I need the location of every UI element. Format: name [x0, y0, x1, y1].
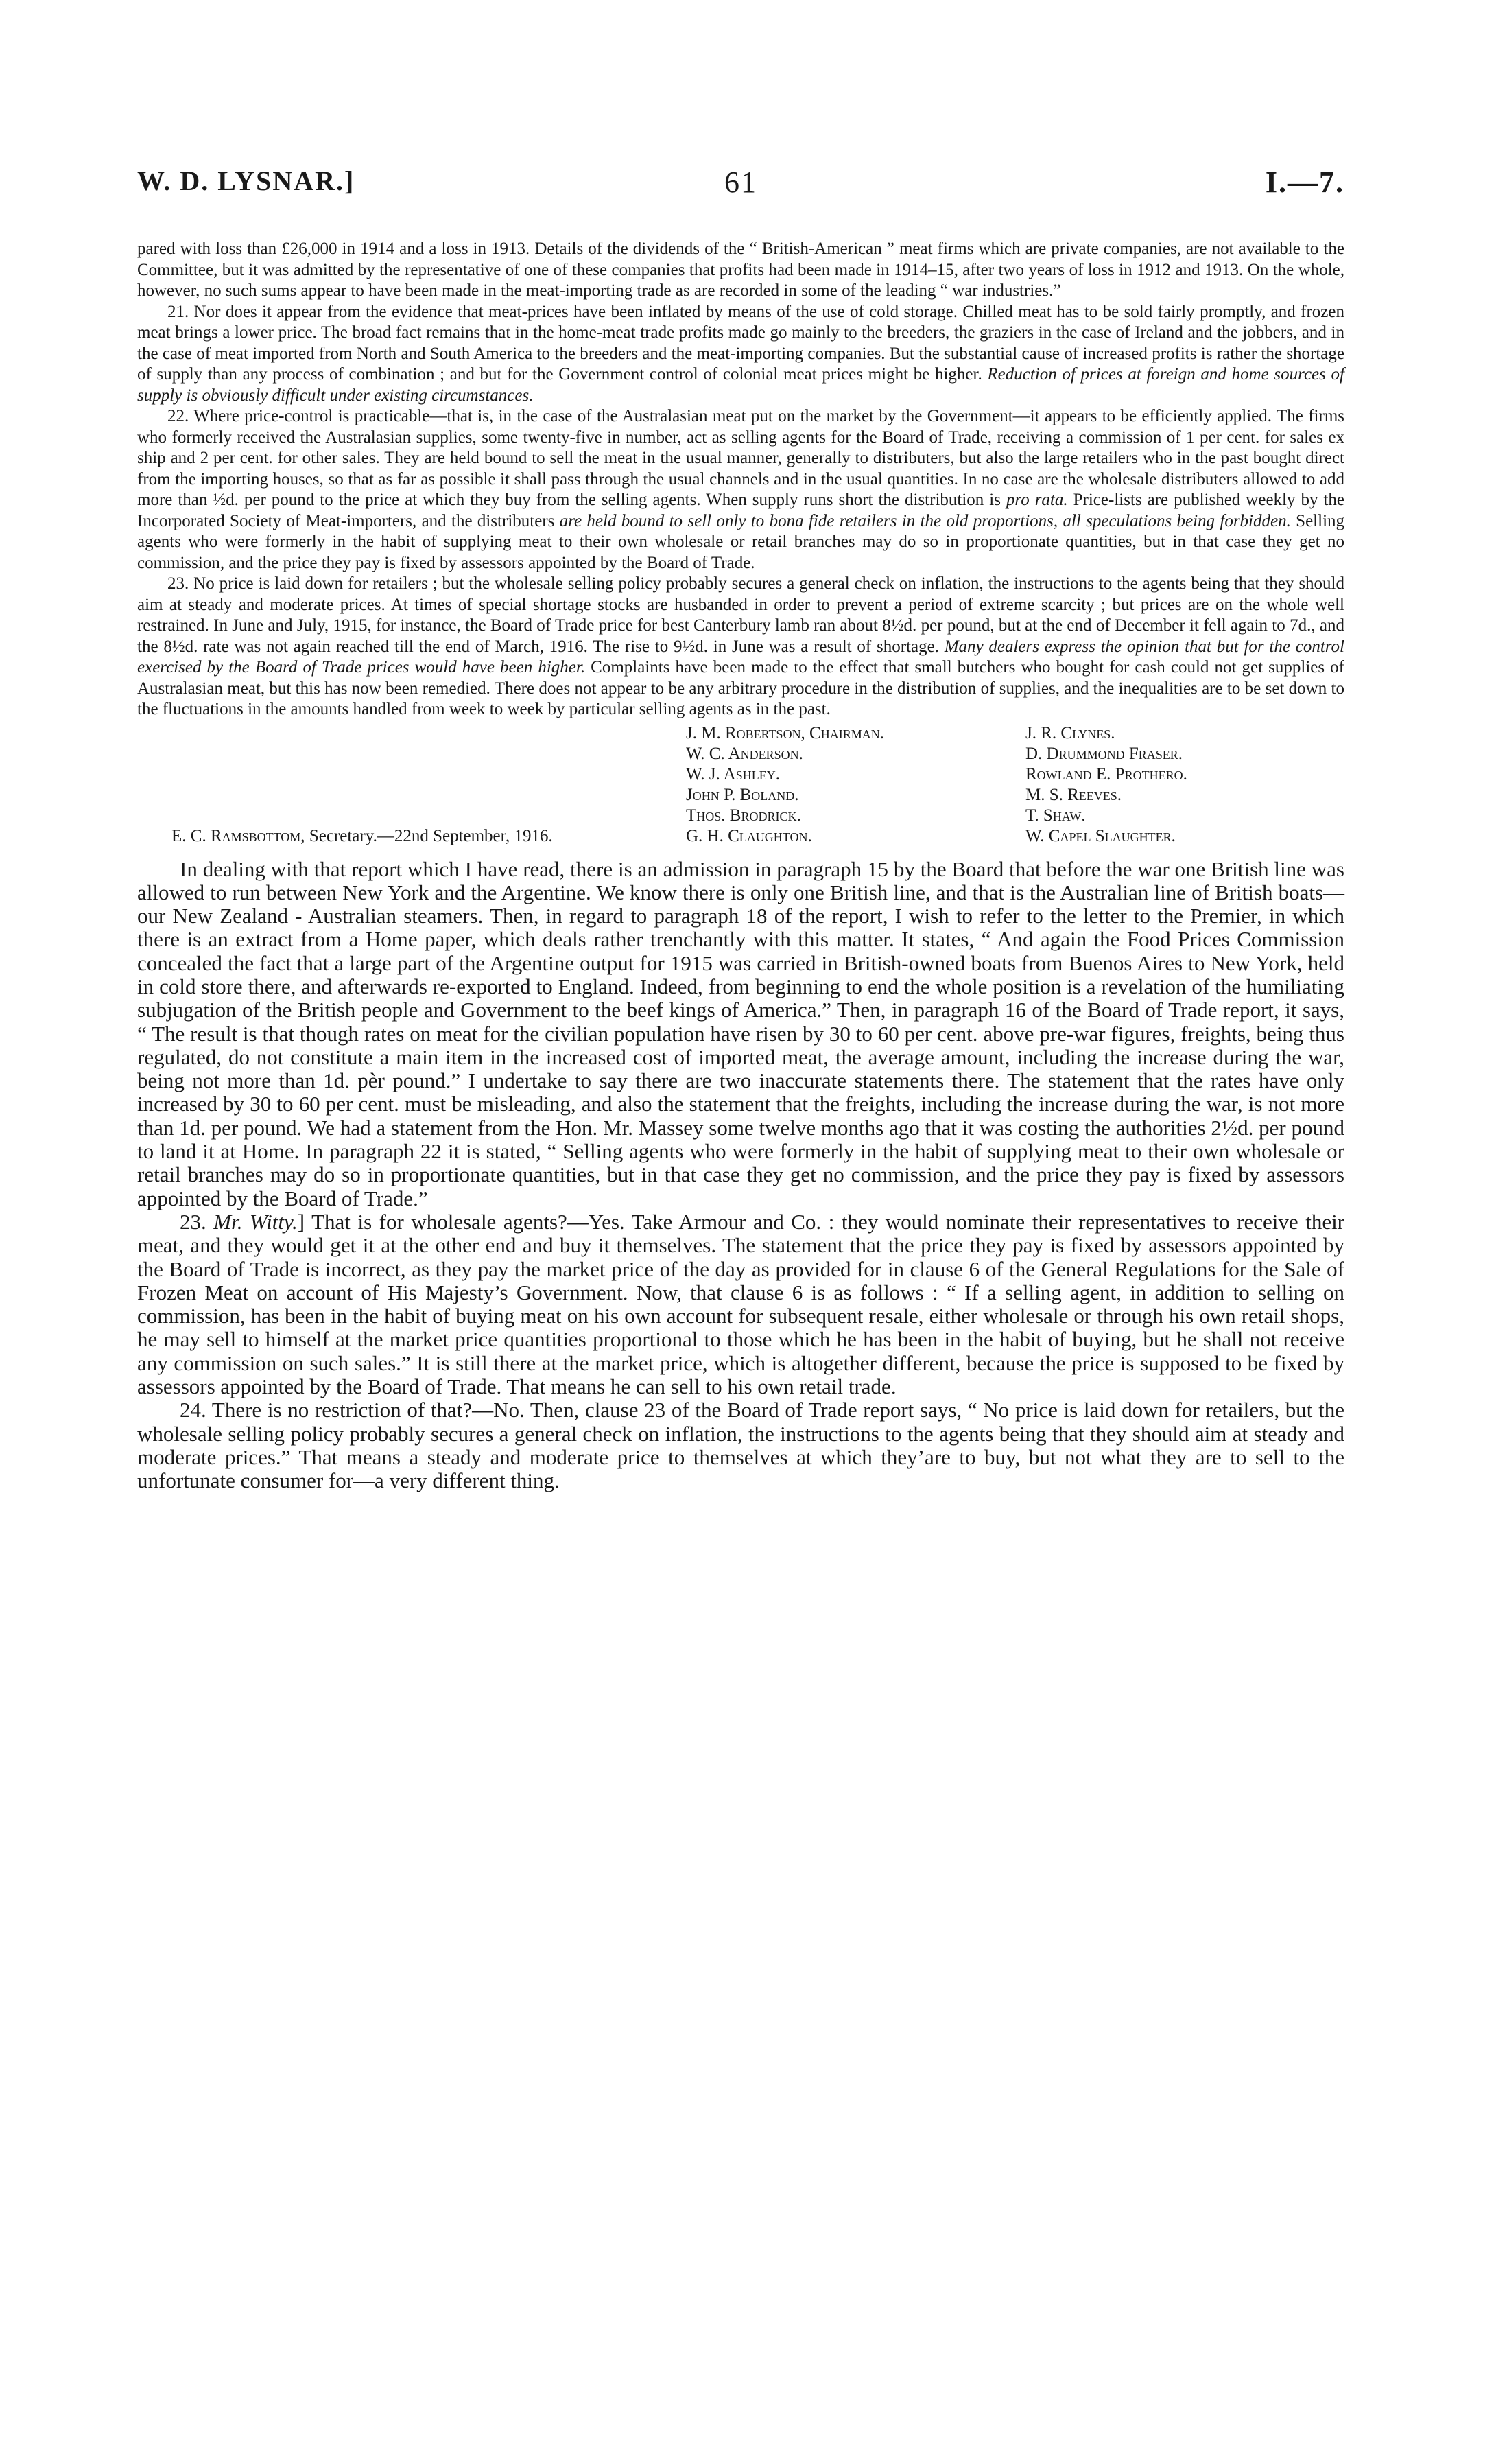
- signature: W. Capel Slaughter.: [1025, 826, 1176, 845]
- signature: W. C. Anderson.: [686, 744, 803, 763]
- signature: Rowland E. Prothero.: [1025, 764, 1187, 784]
- evidence-paragraph-23: 23. Mr. Witty.] That is for wholesale agents?—Yes. Take Armour and Co. : they would nominate their representatives to receive their meat, and they would get it at the other end and buy it themselves. The statement that the price they pay is fixed by assessors appointed by the Board of Trade is incorrect, as they pay the market price of the day as provided for in clause 6 of the General Regulations for the Sale of Frozen Meat on account of His Majesty’s Government. Now, that clause 6 is as follows : “ If a selling agent, in addition to selling on commission, has been in the habit of buying meat on his own account for subsequent resale, either wholesale or through his own retail shops, he may sell to himself at the market price quantities proportional to those which he has been in the habit of buying, but he shall not receive any commission on such sales.” It is still there at the market price, which is altogether different, because the price is supposed to be fixed by assessors appointed by the Board of Trade. That means he can sell to his own retail trade.: [137, 1209, 1345, 1399]
- signature: W. J. Ashley.: [686, 764, 780, 784]
- signature: J. M. Robertson, Chairman.: [686, 723, 884, 742]
- header-reference: I.—7.: [1265, 165, 1344, 199]
- signature: John P. Boland.: [686, 785, 799, 804]
- document-page: [137, 165, 1344, 1493]
- signature: M. S. Reeves.: [1025, 785, 1122, 804]
- signature-block: [137, 723, 1344, 847]
- report-excerpt: [137, 239, 1344, 720]
- header-author: W. D. LYSNAR.]: [137, 165, 355, 196]
- report-paragraph-23: 23. No price is laid down for retailers ; but the wholesale selling policy probably secures a general check on inflation, the instructions to the agents being that they should aim at steady and moderate prices. At times of special shortage stocks are husbanded in order to prevent a period of extreme scarcity ; but prices are on the whole well restrained. In June and July, 1915, for instance, the Board of Trade price for best Canterbury lamb ran about 8½d. per pound, but at the end of December it fell again to 7d., and the 8½d. rate was not again reached till the end of March, 1916. The rise to 9½d. in June was a result of shortage. Many dealers express the opinion that but for the control exercised by the Board of Trade prices would have been higher. Complaints have been made to the effect that small butchers who bought for cash could not get supplies of Australasian meat, but this has now been remedied. There does not appear to be any arbitrary procedure in the distribution of supplies, and the inequalities are to be set down to the fluctuations in the amounts handled from week to week by particular selling agents as in the past.: [137, 574, 1345, 718]
- secretary-line: E. C. Ramsbottom, Secretary.—22nd September, 1916.: [171, 826, 553, 845]
- signature: J. R. Clynes.: [1025, 723, 1115, 742]
- signatures-column-2: [1025, 723, 1341, 847]
- speaker-name: Mr. Witty.: [213, 1209, 298, 1234]
- signature: T. Shaw.: [1025, 806, 1086, 825]
- page-header: [137, 165, 1344, 206]
- evidence-paragraph-24: 24. There is no restriction of that?—No. Then, clause 23 of the Board of Trade report says, “ No price is laid down for retailers, but the wholesale selling policy probably secures a general check on inflation, the instructions to the agents being that they should aim at steady and moderate prices.” That means a steady and moderate price to themselves at which they’are to buy, but not what they are to sell to the unfortunate consumer for—a very different thing.: [137, 1398, 1344, 1493]
- report-paragraph-continued: pared with loss than £26,000 in 1914 and a loss in 1913. Details of the dividends of the “ British-American ” meat firms which are private companies, are not available to the Committee, but it was admitted by the representative of one of these companies that profits had been made in 1914–15, after two years of loss in 1912 and 1913. On the whole, however, no such sums appear to have been made in the meat-importing trade as are recorded in some of the leading “ war industries.”: [137, 239, 1344, 300]
- signature: D. Drummond Fraser.: [1025, 744, 1183, 763]
- evidence-paragraph-1: In dealing with that report which I have read, there is an admission in paragraph 15 by the Board that before the war one British line was allowed to run between New York and the Argentine. We know there is only one British line, and that is the Australian line of British boats—our New Zealand - Australian steamers. Then, in regard to paragraph 18 of the report, I wish to refer to the letter to the Premier, in which there is an extract from a Home paper, which deals rather trenchantly with this matter. It states, “ And again the Food Prices Commission concealed the fact that a large part of the Argentine output for 1915 was carried in British-owned boats from Buenos Aires to New York, held in cold store there, and afterwards re-exported to England. Indeed, from beginning to end the whole position is a revelation of the humiliating subjugation of the British people and Government to the beef kings of America.” Then, in paragraph 16 of the Board of Trade report, it says, “ The result is that though rates on meat for the civilian population have risen by 30 to 60 per cent. above pre-war figures, freights, being thus regulated, do not constitute a main item in the increased cost of imported meat, the average amount, including the increase during the war, being not more than 1d. pèr pound.” I undertake to say there are two inaccurate statements there. The statement that the rates have only increased by 30 to 60 per cent. must be misleading, and also the statement that the freights, including the increase during the war, is not more than 1d. per pound. We had a statement from the Hon. Mr. Massey some twelve months ago that it was costing the authorities 2½d. per pound to land it at Home. In paragraph 22 it is stated, “ Selling agents who were formerly in the habit of supplying meat to their own wholesale or retail branches may do so in proportionate quantities, but in that case they get no commission, and the price they pay is fixed by assessors appointed by the Board of Trade.”: [137, 856, 1344, 1210]
- signature: G. H. Claughton.: [686, 826, 812, 845]
- report-paragraph-22: 22. Where price-control is practicable—that is, in the case of the Australasian meat put on the market by the Government—it appears to be efficiently applied. The firms who formerly received the Australasian supplies, some twenty-five in number, act as selling agents for the Board of Trade, receiving a commission of 1 per cent. for sales ex ship and 2 per cent. for other sales. They are held bound to sell the meat in the usual manner, generally to distributers, but also the large retailers who in the past bought direct from the importing houses, so that as far as possible it shall pass through the usual channels and in the usual quantities. In no case are the wholesale distributers allowed to add more than ½d. per pound to the price at which they buy from the selling agents. When supply runs short the distribution is pro rata. Price-lists are published weekly by the Incorporated Society of Meat-importers, and the distributers are held bound to sell only to bona fide retailers in the old proportions, all speculations being forbidden. Selling agents who were formerly in the habit of supplying meat to their own wholesale or retail branches may do so in proportionate quantities, but in that case they get no commission, and the price they pay is fixed by assessors appointed by the Board of Trade.: [137, 407, 1345, 572]
- page-number: 61: [724, 165, 757, 199]
- signature: Thos. Brodrick.: [686, 806, 801, 825]
- report-paragraph-21: 21. Nor does it appear from the evidence that meat-prices have been inflated by means of the use of cold storage. Chilled meat has to be sold fairly promptly, and frozen meat brings a lower price. The broad fact remains that in the home-meat trade profits made go mainly to the breeders, the graziers in the case of Ireland and the jobbers, and in the case of meat imported from North and South America to the breeders and the meat-importing companies. But the substantial cause of increased profits is rather the shortage of supply than any process of combination ; and but for the Government control of colonial meat prices might be higher. Reduction of prices at foreign and home sources of supply is obviously difficult under existing circumstances.: [137, 302, 1344, 405]
- evidence-text: [137, 858, 1344, 1493]
- signatures-column-1: [686, 723, 1029, 847]
